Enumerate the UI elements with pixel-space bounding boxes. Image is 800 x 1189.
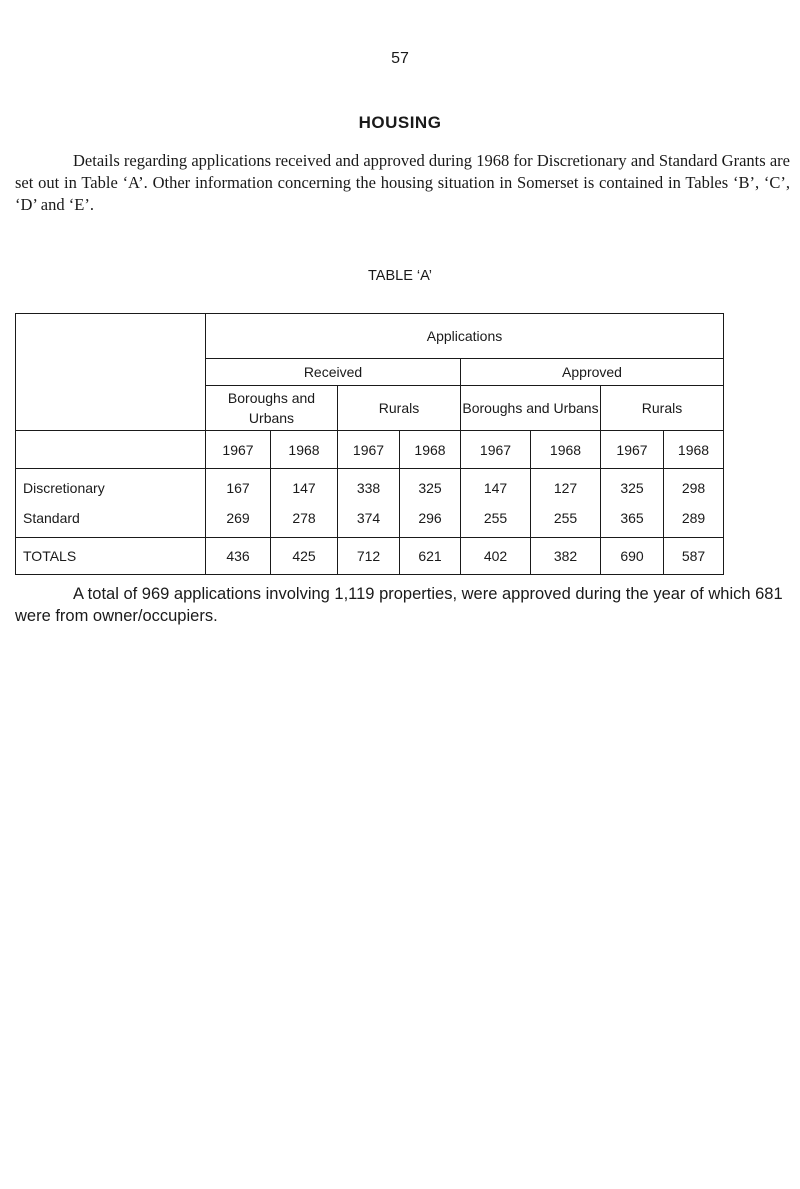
applications-table — [15, 313, 724, 575]
value: 167 — [226, 480, 250, 496]
table-cell — [271, 469, 338, 538]
footnote-paragraph — [15, 583, 790, 627]
table-cell — [664, 469, 724, 538]
value: 289 — [681, 510, 706, 526]
approved-header: Approved — [461, 359, 724, 386]
value: 147 — [292, 480, 316, 496]
totals-label: TOTALS — [16, 538, 206, 575]
value: 127 — [553, 480, 578, 496]
page-number: 57 — [391, 50, 409, 67]
table-cell — [531, 469, 601, 538]
approved-rurals-header: Rurals — [601, 386, 724, 431]
value: 255 — [483, 510, 508, 526]
value: 338 — [356, 480, 381, 496]
total-value: 712 — [338, 538, 400, 575]
total-value: 436 — [206, 538, 271, 575]
corner-cell — [16, 314, 206, 431]
year-header: 1968 — [271, 431, 338, 469]
total-value: 382 — [531, 538, 601, 575]
value: 325 — [620, 480, 644, 496]
value: 269 — [226, 510, 250, 526]
value: 374 — [356, 510, 381, 526]
intro-paragraph — [15, 150, 790, 216]
value: 325 — [418, 480, 442, 496]
approved-boroughs-header: Boroughs and Urbans — [461, 386, 601, 431]
value: 278 — [292, 510, 316, 526]
year-header: 1968 — [400, 431, 461, 469]
received-boroughs-header: Boroughs and Urbans — [206, 386, 338, 431]
table-cell — [461, 469, 531, 538]
year-header: 1967 — [461, 431, 531, 469]
row-label-discretionary: Discretionary — [23, 480, 105, 496]
table-cell — [400, 469, 461, 538]
row-labels — [16, 469, 206, 538]
applications-header: Applications — [206, 314, 724, 359]
table-title: TABLE ‘A’ — [368, 268, 432, 284]
year-header: 1967 — [206, 431, 271, 469]
row-label-standard: Standard — [23, 510, 80, 526]
value: 296 — [418, 510, 442, 526]
value: 147 — [483, 480, 508, 496]
value: 255 — [553, 510, 578, 526]
received-header: Received — [206, 359, 461, 386]
blank-label-cell — [16, 431, 206, 469]
year-header: 1967 — [338, 431, 400, 469]
footnote-text: A total of 969 applications involving 1,119 properties, were approved during the year of which 681 were from owner/occupiers. — [15, 585, 783, 625]
table-cell — [338, 469, 400, 538]
year-header: 1968 — [531, 431, 601, 469]
year-header: 1968 — [664, 431, 724, 469]
total-value: 587 — [664, 538, 724, 575]
table-cell — [601, 469, 664, 538]
intro-text: Details regarding applications received and approved during 1968 for Discretionary and Standard Grants are set out in Table ‘A’. Other information concerning the housing situation in Somerset is contained in Tables ‘B’, ‘C’, ‘D’ and ‘E’. — [15, 151, 790, 214]
year-header: 1967 — [601, 431, 664, 469]
total-value: 621 — [400, 538, 461, 575]
table-cell — [206, 469, 271, 538]
total-value: 690 — [601, 538, 664, 575]
total-value: 425 — [271, 538, 338, 575]
total-value: 402 — [461, 538, 531, 575]
page-heading: HOUSING — [358, 113, 442, 132]
value: 365 — [620, 510, 644, 526]
value: 298 — [681, 480, 706, 496]
received-rurals-header: Rurals — [338, 386, 461, 431]
